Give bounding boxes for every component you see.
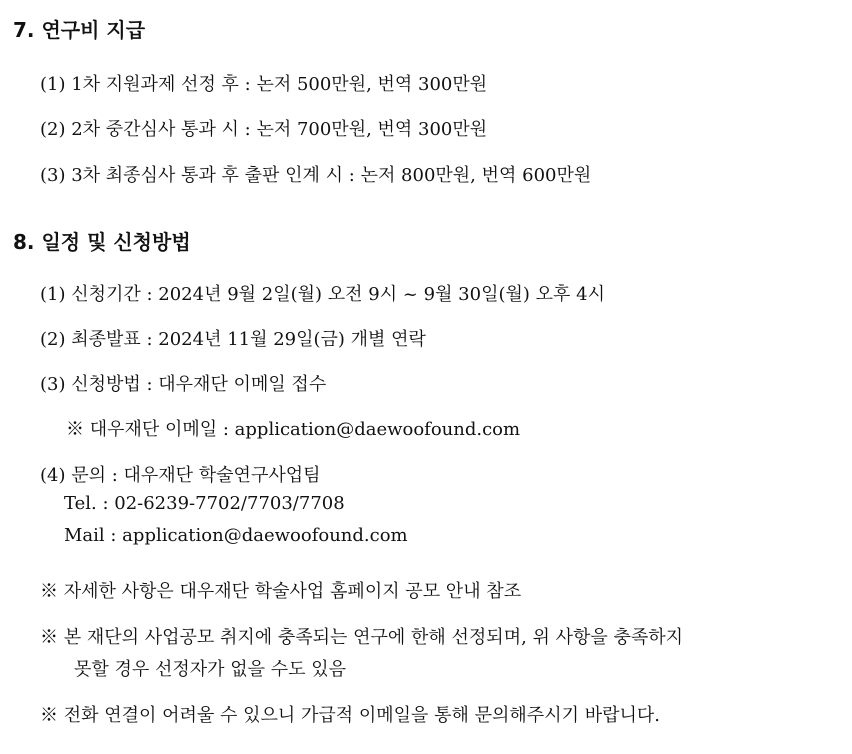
funding-item-2: (2) 2차 중간심사 통과 시 : 논저 700만원, 번역 300만원 [40, 119, 488, 140]
section-7-title: 7. 연구비 지급 [13, 18, 146, 42]
note-2-line-2: 못할 경우 선정자가 없을 수도 있음 [74, 659, 347, 680]
note-2-line-1: ※ 본 재단의 사업공모 취지에 충족되는 연구에 한해 선정되며, 위 사항을 충족하지 [40, 627, 684, 648]
funding-item-3: (3) 3차 최종심사 통과 후 출판 인계 시 : 논저 800만원, 번역 600만원 [40, 165, 592, 186]
contact-tel: Tel. : 02-6239-7702/7703/7708 [64, 493, 345, 514]
funding-item-1: (1) 1차 지원과제 선정 후 : 논저 500만원, 번역 300만원 [40, 74, 488, 95]
schedule-item-2: (2) 최종발표 : 2024년 11월 29일(금) 개별 연락 [40, 329, 426, 350]
section-8-title: 8. 일정 및 신청방법 [13, 230, 191, 254]
schedule-item-1: (1) 신청기간 : 2024년 9월 2일(월) 오전 9시 ~ 9월 30일(월) 오후 4시 [40, 284, 605, 305]
email-note: ※ 대우재단 이메일 : application@daewoofound.com [66, 419, 521, 440]
contact-title: (4) 문의 : 대우재단 학술연구사업팀 [40, 465, 321, 486]
contact-mail: Mail : application@daewoofound.com [64, 525, 408, 546]
schedule-item-3: (3) 신청방법 : 대우재단 이메일 접수 [40, 374, 327, 395]
note-3: ※ 전화 연결이 어려울 수 있으니 가급적 이메일을 통해 문의해주시기 바랍니다. [40, 705, 660, 726]
note-1: ※ 자세한 사항은 대우재단 학술사업 홈페이지 공모 안내 참조 [40, 581, 522, 602]
